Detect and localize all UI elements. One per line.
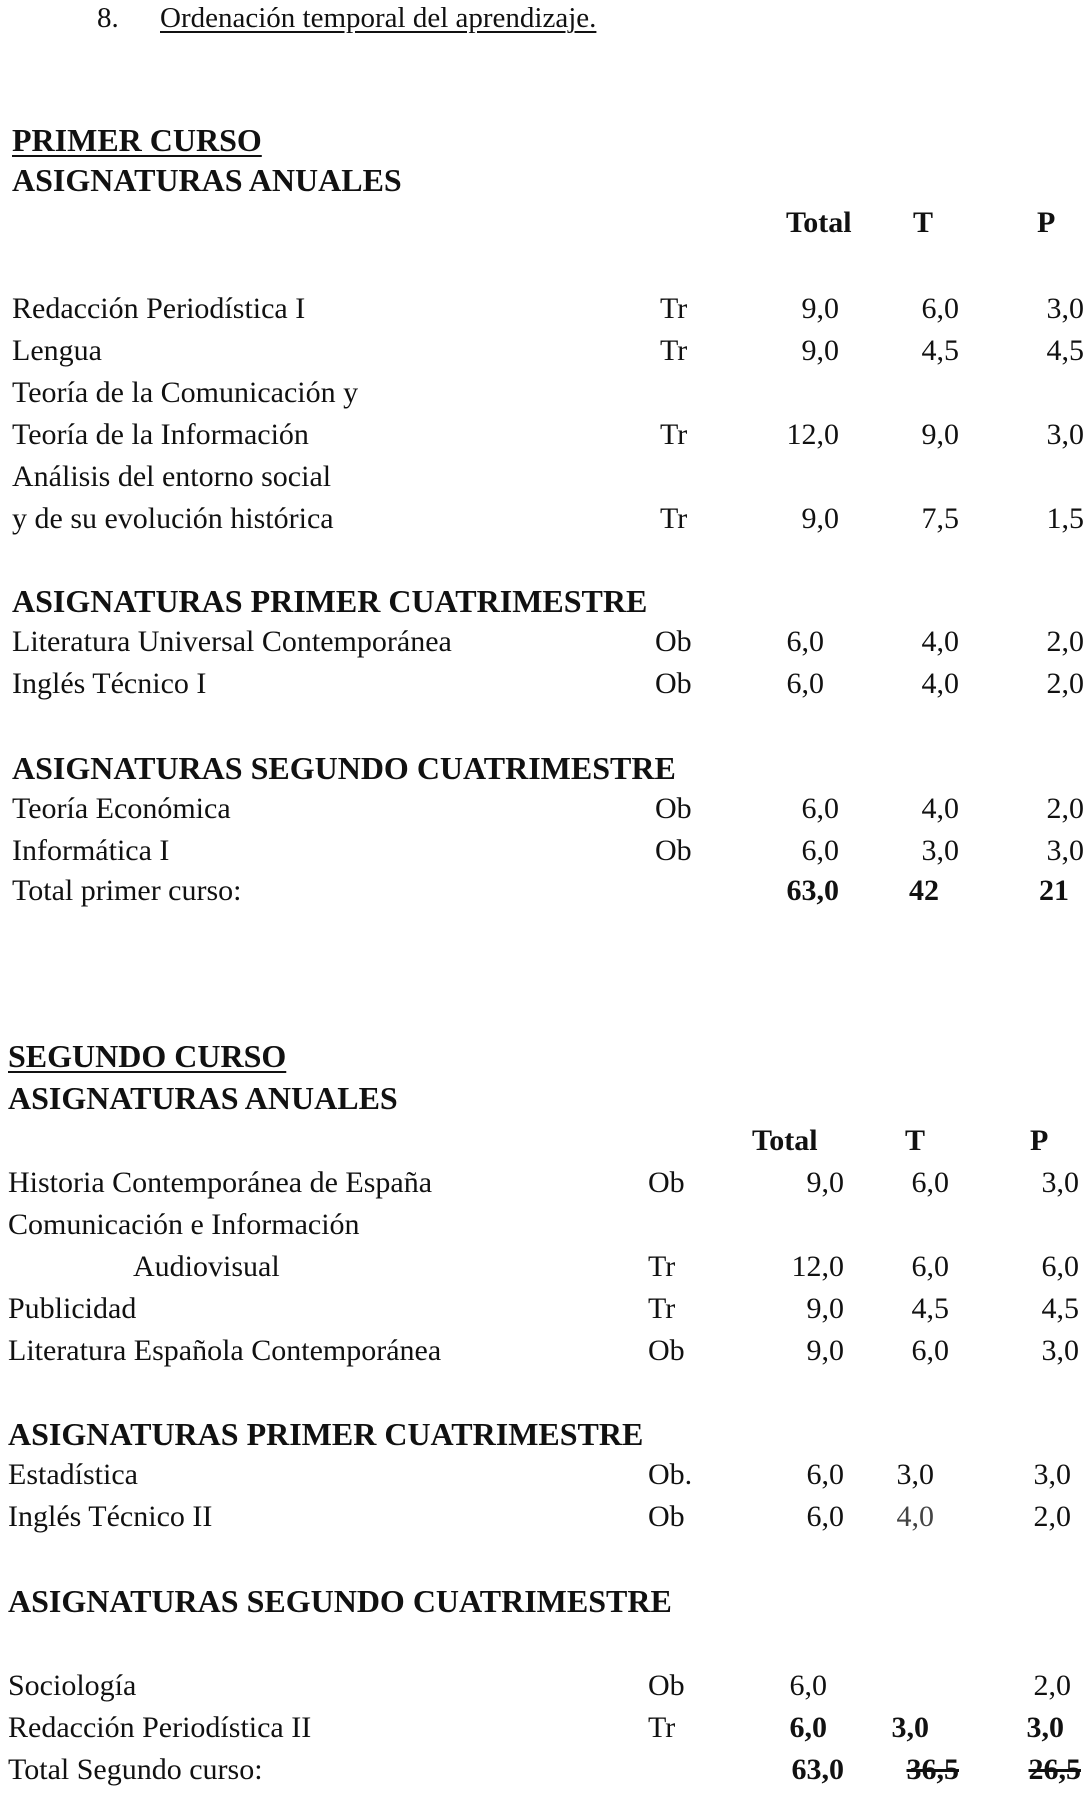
subject-p: 2,0 [1046, 625, 1084, 658]
subject-t: 4,0 [921, 792, 959, 825]
subject-t: 6,0 [921, 292, 959, 325]
subject-type: Ob. [648, 1458, 693, 1491]
subject-name-line2: y de su evolución histórica [12, 502, 334, 535]
subject-total: 9,0 [806, 1334, 844, 1367]
subject-name: Redacción Periodística II [8, 1711, 312, 1744]
segundo-curso-title: SEGUNDO CURSO [8, 1038, 287, 1074]
subject-t: 4,0 [921, 625, 959, 658]
subject-type: Ob [655, 625, 692, 658]
subject-p: 3,0 [1046, 418, 1084, 451]
subject-total: 9,0 [801, 502, 839, 535]
subject-p: 3,0 [1041, 1334, 1079, 1367]
subject-name-line1: Comunicación e Información [8, 1208, 360, 1241]
subject-p: 2,0 [1033, 1500, 1071, 1533]
subject-name: Inglés Técnico II [8, 1500, 213, 1533]
subject-type: Ob [655, 834, 692, 867]
segundo-total-p: 26,5 [1028, 1753, 1081, 1786]
subject-total: 6,0 [786, 625, 824, 658]
subject-name: Literatura Española Contemporánea [8, 1334, 442, 1367]
segundo-col-t: T [905, 1124, 926, 1157]
primer-col-t: T [913, 206, 934, 239]
subject-p: 1,5 [1046, 502, 1084, 535]
subject-t: 4,0 [896, 1500, 934, 1533]
subject-t: 3,0 [891, 1711, 929, 1744]
subject-name: Historia Contemporánea de España [8, 1166, 433, 1199]
subject-name: Redacción Periodística I [12, 292, 306, 325]
segundo-c2-title: ASIGNATURAS SEGUNDO CUATRIMESTRE [8, 1583, 672, 1619]
subject-total: 9,0 [801, 292, 839, 325]
subject-t: 4,5 [911, 1292, 949, 1325]
section-number: 8. [97, 2, 119, 34]
subject-name: Teoría Económica [12, 792, 231, 825]
subject-total: 9,0 [801, 334, 839, 367]
primer-c1-title: ASIGNATURAS PRIMER CUATRIMESTRE [12, 583, 648, 619]
subject-t: 9,0 [921, 418, 959, 451]
primer-total-label: Total primer curso: [12, 874, 242, 907]
subject-p: 2,0 [1033, 1669, 1071, 1702]
subject-total: 6,0 [786, 667, 824, 700]
subject-t: 6,0 [911, 1166, 949, 1199]
subject-name-line1: Análisis del entorno social [12, 460, 332, 493]
primer-col-total: Total [786, 206, 852, 239]
subject-type: Tr [660, 334, 688, 367]
subject-t: 7,5 [921, 502, 959, 535]
segundo-total-t: 36,5 [906, 1753, 959, 1786]
subject-total: 6,0 [806, 1458, 844, 1491]
subject-t: 6,0 [911, 1250, 949, 1283]
subject-name: Inglés Técnico I [12, 667, 207, 700]
subject-name: Sociología [8, 1669, 137, 1702]
subject-type: Ob [648, 1500, 685, 1533]
primer-total-t: 42 [909, 874, 939, 907]
subject-total: 6,0 [801, 834, 839, 867]
subject-type: Ob [655, 792, 692, 825]
subject-total: 6,0 [801, 792, 839, 825]
subject-p: 3,0 [1046, 834, 1084, 867]
subject-total: 12,0 [786, 418, 839, 451]
primer-col-p: P [1037, 206, 1056, 239]
primer-total-p: 21 [1039, 874, 1069, 907]
subject-name: Informática I [12, 834, 170, 867]
subject-type: Tr [648, 1711, 676, 1744]
subject-name: Lengua [12, 334, 102, 367]
segundo-total-label: Total Segundo curso: [8, 1753, 263, 1786]
subject-p: 3,0 [1041, 1166, 1079, 1199]
subject-type: Tr [648, 1292, 676, 1325]
subject-t: 4,0 [921, 667, 959, 700]
subject-total: 6,0 [806, 1500, 844, 1533]
primer-total-value: 63,0 [786, 874, 839, 907]
subject-name-line2: Teoría de la Información [12, 418, 309, 451]
segundo-col-p: P [1030, 1124, 1049, 1157]
subject-type: Tr [660, 502, 688, 535]
subject-p: 3,0 [1046, 292, 1084, 325]
subject-name: Publicidad [8, 1292, 137, 1325]
section-title: Ordenación temporal del aprendizaje. [160, 2, 597, 34]
subject-t: 4,5 [921, 334, 959, 367]
segundo-col-total: Total [752, 1124, 818, 1157]
subject-type: Tr [660, 418, 688, 451]
subject-p: 2,0 [1046, 792, 1084, 825]
subject-type: Ob [648, 1166, 685, 1199]
segundo-total-value: 63,0 [791, 1753, 844, 1786]
subject-t: 6,0 [911, 1334, 949, 1367]
subject-name-line2: Audiovisual [133, 1250, 280, 1283]
subject-p: 6,0 [1041, 1250, 1079, 1283]
subject-total: 9,0 [806, 1292, 844, 1325]
subject-total: 9,0 [806, 1166, 844, 1199]
subject-total: 6,0 [789, 1669, 827, 1702]
subject-p: 4,5 [1046, 334, 1084, 367]
subject-type: Ob [648, 1334, 685, 1367]
segundo-c1-title: ASIGNATURAS PRIMER CUATRIMESTRE [8, 1416, 644, 1452]
subject-name: Literatura Universal Contemporánea [12, 625, 452, 658]
subject-name: Estadística [8, 1458, 138, 1491]
subject-name-line1: Teoría de la Comunicación y [12, 376, 359, 409]
subject-p: 4,5 [1041, 1292, 1079, 1325]
primer-curso-title: PRIMER CURSO [12, 122, 262, 158]
subject-total: 6,0 [789, 1711, 827, 1744]
subject-type: Ob [655, 667, 692, 700]
subject-p: 3,0 [1026, 1711, 1064, 1744]
subject-t: 3,0 [921, 834, 959, 867]
subject-p: 3,0 [1033, 1458, 1071, 1491]
subject-p: 2,0 [1046, 667, 1084, 700]
primer-anuales-title: ASIGNATURAS ANUALES [12, 162, 402, 198]
primer-c2-title: ASIGNATURAS SEGUNDO CUATRIMESTRE [12, 750, 676, 786]
subject-type: Ob [648, 1669, 685, 1702]
subject-t: 3,0 [896, 1458, 934, 1491]
subject-total: 12,0 [791, 1250, 844, 1283]
subject-type: Tr [660, 292, 688, 325]
segundo-anuales-title: ASIGNATURAS ANUALES [8, 1080, 398, 1116]
subject-type: Tr [648, 1250, 676, 1283]
